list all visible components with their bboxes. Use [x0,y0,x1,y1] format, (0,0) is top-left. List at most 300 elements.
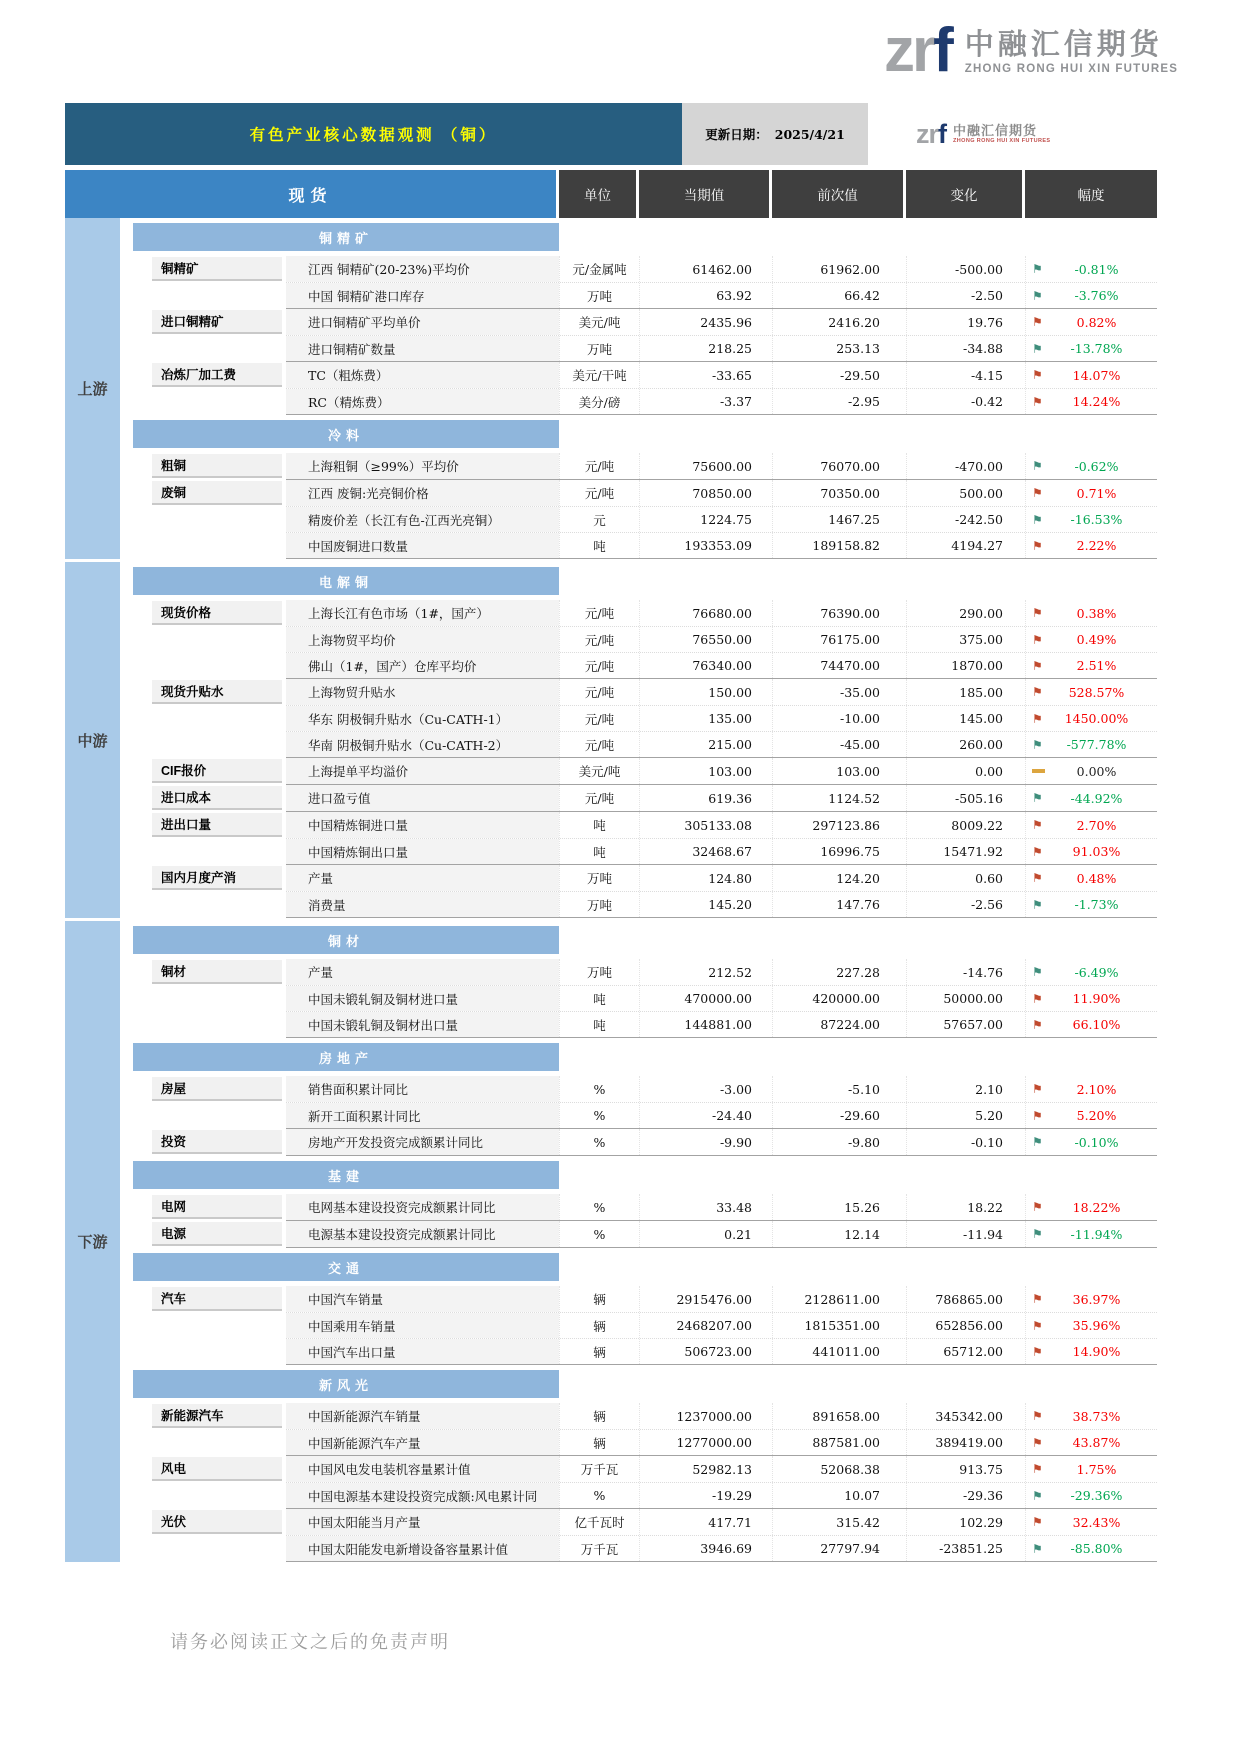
unit-cell: 辆 [559,1339,639,1364]
pct-value: 43.87% [1072,1435,1121,1450]
pct-value: -16.53% [1070,512,1123,527]
previous-value-cell: 76390.00 [772,600,906,626]
previous-value-cell: 61962.00 [772,256,906,282]
table-row [286,1194,1157,1220]
row-group-rows [286,959,1157,1038]
table-row [286,1129,1157,1155]
band-row-midstream [65,562,1157,918]
section [133,1370,1157,1562]
indicator-name-cell: 电源基本建设投资完成额累计同比 [286,1221,559,1247]
row-group [133,1509,1157,1562]
down-flag-icon: ⚑ [1032,459,1043,473]
table-row [286,362,1157,388]
previous-value-cell: 253.13 [772,336,906,361]
change-value-cell: -0.10 [906,1129,1025,1155]
indicator-name-cell: 中国太阳能发电新增设备容量累计值 [286,1536,559,1561]
indicator-name-cell: 产量 [286,959,559,985]
change-value-cell: 290.00 [906,600,1025,626]
indicator-name-cell: 中国汽车出口量 [286,1339,559,1364]
unit-cell: 辆 [559,1403,639,1429]
section-header: 房地产 [133,1043,559,1071]
unit-cell: 万千瓦 [559,1456,639,1482]
current-value-cell: 144881.00 [639,1012,772,1037]
unit-cell: 美元/吨 [559,309,639,335]
current-value-cell: 1237000.00 [639,1403,772,1429]
row-group-rows [286,1129,1157,1156]
pct-value: -85.80% [1070,1541,1123,1556]
row-group-label: 铜精矿 [152,257,282,281]
column-header-current: 当期值 [639,170,769,218]
row-group-label: 粗铜 [152,454,282,478]
table-row [286,388,1157,414]
pct-cell [1025,1286,1157,1312]
pct-cell [1025,1129,1157,1155]
row-group-rows [286,1403,1157,1456]
pct-cell [1025,1403,1157,1429]
change-value-cell: 145.00 [906,706,1025,731]
table-row [286,1312,1157,1338]
previous-value-cell: 76175.00 [772,627,906,652]
table-row [286,705,1157,731]
pct-cell [1025,758,1157,784]
indicator-name-cell: 中国精炼铜出口量 [286,839,559,864]
disclaimer-text: 请务必阅读正文之后的免责声明 [170,1632,450,1652]
indicator-name-cell: 江西 铜精矿(20-23%)平均价 [286,256,559,282]
row-group [133,812,1157,865]
pct-value: 528.57% [1068,684,1125,700]
indicator-name-cell: 中国汽车销量 [286,1286,559,1312]
row-group-rows [286,758,1157,785]
pct-cell [1025,785,1157,811]
previous-value-cell: -35.00 [772,679,906,705]
pct-value: 32.43% [1072,1514,1121,1530]
previous-value-cell: 16996.75 [772,839,906,864]
previous-value-cell: 147.76 [772,892,906,917]
unit-cell: 元/吨 [559,732,639,757]
current-value-cell: -3.37 [639,389,772,414]
indicator-name-cell: 产量 [286,865,559,891]
unit-cell: 元/吨 [559,600,639,626]
current-value-cell: 135.00 [639,706,772,731]
row-group-label: 废铜 [152,481,282,505]
indicator-name-cell: 江西 废铜:光亮铜价格 [286,480,559,506]
up-flag-icon: ⚑ [1032,1318,1043,1333]
section-header: 冷料 [133,420,559,448]
row-group [133,1194,1157,1221]
unit-cell: 美分/磅 [559,389,639,414]
indicator-name-cell: 进口铜精矿平均单价 [286,309,559,335]
current-value-cell: 2435.96 [639,309,772,335]
row-group [133,679,1157,758]
row-group-rows [286,812,1157,865]
row-group [133,1129,1157,1156]
current-value-cell: 1277000.00 [639,1430,772,1455]
pct-cell [1025,706,1157,731]
change-value-cell: -23851.25 [906,1536,1025,1561]
pct-cell [1025,653,1157,678]
pct-value: 0.38% [1076,605,1117,621]
previous-value-cell: 891658.00 [772,1403,906,1429]
indicator-name-cell: 上海物贸平均价 [286,627,559,652]
section-header: 电解铜 [133,567,559,595]
pct-value: 0.00% [1076,763,1117,779]
unit-cell: 元/吨 [559,785,639,811]
previous-value-cell: 27797.94 [772,1536,906,1561]
indicator-name-cell: 中国电源基本建设投资完成额:风电累计同 [286,1483,559,1508]
pct-cell [1025,865,1157,891]
unit-cell: 吨 [559,839,639,864]
current-value-cell: 2915476.00 [639,1286,772,1312]
unit-cell: 元/吨 [559,706,639,731]
change-value-cell: 4194.27 [906,533,1025,558]
pct-value: 18.22% [1072,1199,1121,1215]
previous-value-cell: -29.60 [772,1103,906,1128]
pct-cell [1025,986,1157,1011]
table-row [286,1482,1157,1508]
table-row [286,679,1157,705]
table-row [286,506,1157,532]
label-column [133,785,286,812]
label-column [133,256,286,309]
change-value-cell: 345342.00 [906,1403,1025,1429]
change-value-cell: -242.50 [906,507,1025,532]
row-group-label: 电网 [152,1195,282,1219]
row-group-rows [286,256,1157,309]
section-header: 基建 [133,1161,559,1189]
change-value-cell: 50000.00 [906,986,1025,1011]
up-flag-icon: ⚑ [1032,606,1043,620]
indicator-name-cell: 中国新能源汽车销量 [286,1403,559,1429]
current-value-cell: 70850.00 [639,480,772,506]
pct-value: 14.90% [1072,1344,1121,1359]
table-row [286,480,1157,506]
previous-value-cell: 420000.00 [772,986,906,1011]
down-flag-icon: ⚑ [1032,288,1043,303]
pct-value: 2.70% [1076,817,1117,833]
change-value-cell: 500.00 [906,480,1025,506]
label-column [133,679,286,758]
label-column [133,600,286,679]
unit-cell: 辆 [559,1313,639,1338]
up-flag-icon: ⚑ [1032,991,1043,1006]
pct-cell [1025,309,1157,335]
down-flag-icon: ⚑ [1032,791,1043,805]
title-bar [65,103,1157,165]
pct-value: -0.10% [1074,1134,1119,1150]
pct-cell [1025,283,1157,308]
row-group-label: 铜材 [152,960,282,984]
row-group-rows [286,1221,1157,1248]
change-value-cell: 185.00 [906,679,1025,705]
table-row [286,309,1157,335]
up-flag-icon: ⚑ [1032,1515,1043,1529]
indicator-name-cell: 电网基本建设投资完成额累计同比 [286,1194,559,1220]
update-date-value: 2025/4/21 [774,126,845,142]
pct-value: -6.49% [1074,964,1119,980]
pct-value: 11.90% [1072,991,1121,1006]
previous-value-cell: 52068.38 [772,1456,906,1482]
row-group-label: 房屋 [152,1077,282,1101]
row-group [133,1403,1157,1456]
change-value-cell: -11.94 [906,1221,1025,1247]
pct-value: -13.78% [1070,341,1123,356]
unit-cell: 元 [559,507,639,532]
indicator-name-cell: 上海长江有色市场（1#，国产） [286,600,559,626]
up-flag-icon: ⚑ [1032,1435,1043,1450]
unit-cell: 辆 [559,1430,639,1455]
section [133,1253,1157,1365]
row-group-label: 电源 [152,1222,282,1246]
previous-value-cell: -29.50 [772,362,906,388]
current-value-cell: 61462.00 [639,256,772,282]
change-value-cell: 0.00 [906,758,1025,784]
current-value-cell: 63.92 [639,283,772,308]
mini-company-name [953,124,1050,144]
indicator-name-cell: 新开工面积累计同比 [286,1103,559,1128]
indicator-name-cell: 上海粗铜（≥99%）平均价 [286,453,559,479]
row-group-label: 国内月度产消 [152,866,282,890]
previous-value-cell: -45.00 [772,732,906,757]
pct-value: 36.97% [1072,1291,1121,1307]
row-group-rows [286,865,1157,918]
row-group-label: 进口铜精矿 [152,310,282,334]
indicator-name-cell: 中国未锻轧铜及铜材进口量 [286,986,559,1011]
label-column [133,1076,286,1129]
row-group [133,309,1157,362]
indicator-name-cell: 中国风电发电装机容量累计值 [286,1456,559,1482]
label-column [133,1129,286,1156]
pct-cell [1025,533,1157,558]
indicator-name-cell: 中国精炼铜进口量 [286,812,559,838]
mini-company-name-cn: 中融汇信期货 [953,122,1038,138]
company-name [965,27,1178,75]
up-flag-icon: ⚑ [1032,486,1043,500]
section-header: 新风光 [133,1370,559,1398]
update-date-box [682,103,868,165]
indicator-name-cell: 华南 阴极铜升贴水（Cu-CATH-2） [286,732,559,757]
row-group [133,959,1157,1038]
label-column [133,362,286,415]
table-row [286,1403,1157,1429]
pct-value: -29.36% [1070,1488,1123,1503]
pct-value: 35.96% [1072,1318,1121,1333]
change-value-cell: 8009.22 [906,812,1025,838]
down-flag-icon: ⚑ [1032,262,1043,276]
change-value-cell: 389419.00 [906,1430,1025,1455]
change-value-cell: 102.29 [906,1509,1025,1535]
previous-value-cell: 887581.00 [772,1430,906,1455]
row-group [133,1221,1157,1248]
column-header-spot: 现货 [65,170,556,218]
pct-value: -0.62% [1074,458,1119,474]
pct-cell [1025,600,1157,626]
row-group-label: 进口成本 [152,786,282,810]
row-group-rows [286,309,1157,362]
down-flag-icon: ⚑ [1032,1541,1043,1556]
row-group [133,600,1157,679]
section [133,223,1157,415]
row-group [133,1456,1157,1509]
label-column [133,1509,286,1562]
up-flag-icon: ⚑ [1032,368,1043,382]
current-value-cell: 33.48 [639,1194,772,1220]
up-flag-icon: ⚑ [1032,632,1043,647]
pct-cell [1025,1483,1157,1508]
row-group-rows [286,600,1157,679]
row-group-rows [286,1076,1157,1129]
indicator-name-cell: 房地产开发投资完成额累计同比 [286,1129,559,1155]
down-flag-icon: ⚑ [1032,965,1043,979]
pct-value: -0.81% [1074,261,1119,277]
up-flag-icon: ⚑ [1032,1200,1043,1214]
row-group-label: 汽车 [152,1287,282,1311]
section-header: 交通 [133,1253,559,1281]
pct-cell [1025,1339,1157,1364]
row-group-rows [286,785,1157,812]
section-header: 铜材 [133,926,559,954]
row-group-rows [286,480,1157,559]
current-value-cell: 103.00 [639,758,772,784]
previous-value-cell: 15.26 [772,1194,906,1220]
label-column [133,453,286,480]
change-value-cell: 15471.92 [906,839,1025,864]
change-value-cell: 1870.00 [906,653,1025,678]
current-value-cell: 2468207.00 [639,1313,772,1338]
previous-value-cell: 315.42 [772,1509,906,1535]
table-row [286,626,1157,652]
table-row [286,335,1157,361]
unit-cell: 元/吨 [559,627,639,652]
unit-cell: 元/吨 [559,480,639,506]
pct-cell [1025,1509,1157,1535]
current-value-cell: -9.90 [639,1129,772,1155]
change-value-cell: -2.50 [906,283,1025,308]
pct-value: 66.10% [1072,1017,1121,1032]
up-flag-icon: ⚑ [1032,844,1043,859]
down-flag-icon: ⚑ [1032,1227,1043,1241]
previous-value-cell: 1124.52 [772,785,906,811]
previous-value-cell: 10.07 [772,1483,906,1508]
pct-cell [1025,480,1157,506]
row-group-rows [286,1509,1157,1562]
indicator-name-cell: 销售面积累计同比 [286,1076,559,1102]
row-group [133,758,1157,785]
unit-cell: % [559,1129,639,1155]
logo-f-text: f [933,16,951,85]
change-value-cell: 913.75 [906,1456,1025,1482]
previous-value-cell: -10.00 [772,706,906,731]
unit-cell: 元/吨 [559,679,639,705]
table-row [286,1076,1157,1102]
row-group [133,256,1157,309]
pct-cell [1025,1313,1157,1338]
current-value-cell: 32468.67 [639,839,772,864]
band-content-midstream [133,562,1157,918]
row-group-label: 现货升贴水 [152,680,282,704]
current-value-cell: 1224.75 [639,507,772,532]
label-column [133,309,286,362]
current-value-cell: 76680.00 [639,600,772,626]
pct-value: 5.20% [1076,1108,1117,1123]
current-value-cell: -24.40 [639,1103,772,1128]
up-flag-icon: ⚑ [1032,1409,1043,1423]
change-value-cell: 2.10 [906,1076,1025,1102]
mini-logo-f-text: f [938,118,947,149]
unit-cell: % [559,1483,639,1508]
table-row [286,985,1157,1011]
previous-value-cell: 2416.20 [772,309,906,335]
pct-value: -1.73% [1074,897,1119,912]
section-header: 铜精矿 [133,223,559,251]
band-row-downstream [65,921,1157,1562]
previous-value-cell: 124.20 [772,865,906,891]
current-value-cell: 215.00 [639,732,772,757]
current-value-cell: 3946.69 [639,1536,772,1561]
label-column [133,758,286,785]
up-flag-icon: ⚑ [1032,1082,1043,1096]
section [133,420,1157,559]
mini-zrf-logo-icon [916,118,947,149]
down-flag-icon: ⚑ [1032,1135,1043,1149]
table-row [286,532,1157,558]
zrf-logo-icon [884,16,951,85]
pct-cell [1025,1103,1157,1128]
indicator-name-cell: 中国未锻轧铜及铜材出口量 [286,1012,559,1037]
row-group-rows [286,1456,1157,1509]
change-value-cell: 5.20 [906,1103,1025,1128]
change-value-cell: 375.00 [906,627,1025,652]
current-value-cell: 417.71 [639,1509,772,1535]
pct-value: 0.82% [1076,314,1117,330]
indicator-name-cell: RC（精炼费） [286,389,559,414]
pct-cell [1025,1430,1157,1455]
row-group-rows [286,679,1157,758]
table-row [286,812,1157,838]
change-value-cell: -0.42 [906,389,1025,414]
up-flag-icon: ⚑ [1032,1292,1043,1306]
table-row [286,838,1157,864]
up-flag-icon: ⚑ [1032,394,1043,409]
company-name-cn: 中融汇信期货 [964,28,1163,61]
unit-cell: 万吨 [559,892,639,917]
row-group-label: 冶炼厂加工费 [152,363,282,387]
row-group-rows [286,1194,1157,1221]
table-row [286,959,1157,985]
row-group-rows [286,1286,1157,1365]
pct-value: 2.22% [1076,538,1117,553]
pct-cell [1025,256,1157,282]
label-column [133,812,286,865]
previous-value-cell: 103.00 [772,758,906,784]
current-value-cell: 75600.00 [639,453,772,479]
previous-value-cell: 12.14 [772,1221,906,1247]
current-value-cell: 76550.00 [639,627,772,652]
table-row [286,600,1157,626]
mini-company-logo [916,118,1051,149]
current-value-cell: 305133.08 [639,812,772,838]
pct-cell [1025,627,1157,652]
change-value-cell: 786865.00 [906,1286,1025,1312]
indicator-name-cell: 中国 铜精矿港口库存 [286,283,559,308]
up-flag-icon: ⚑ [1032,658,1043,673]
previous-value-cell: 297123.86 [772,812,906,838]
unit-cell: % [559,1076,639,1102]
pct-cell [1025,1194,1157,1220]
pct-cell [1025,959,1157,985]
band-row-upstream [65,218,1157,559]
indicator-name-cell: 中国太阳能当月产量 [286,1509,559,1535]
current-value-cell: 76340.00 [639,653,772,678]
